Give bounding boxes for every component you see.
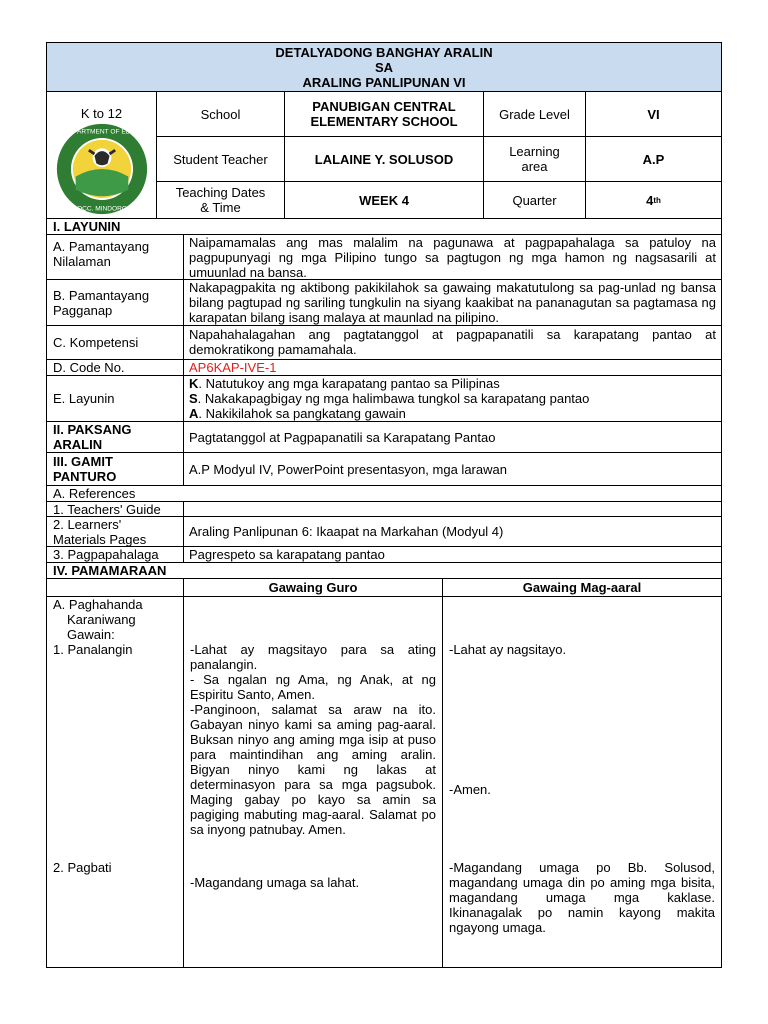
procedure-pagbati: 2. Pagbati bbox=[53, 860, 112, 875]
mag-line-2: -Amen. bbox=[449, 782, 491, 797]
objective-a-letter: A bbox=[189, 406, 199, 421]
objective-k bbox=[189, 376, 716, 391]
objective-s bbox=[189, 391, 716, 406]
mag-line-3: -Magandang umaga po Bb. Solusod, magandang umaga din po aming mga bisita, magandang umaga mga kaklase. Ikinanagalak po namin kayong makita ngayong umaga. bbox=[449, 860, 715, 935]
mag-line-1: -Lahat ay nagsitayo. bbox=[449, 642, 567, 657]
guro-greeting: -Magandang umaga sa lahat. bbox=[190, 875, 360, 890]
nilalaman-text-cell bbox=[183, 234, 722, 280]
quarter-value-cell bbox=[585, 181, 722, 219]
objectives-cell bbox=[183, 375, 722, 422]
k12-label: K to 12 bbox=[80, 105, 123, 121]
guro-line-2: - Sa ngalan ng Ama, ng Anak, at ng Espiritu Santo, Amen. bbox=[190, 672, 436, 702]
procedure-a2: Karaniwang Gawain: bbox=[67, 612, 136, 642]
teacher-value: LALAINE Y. SOLUSOD bbox=[314, 151, 454, 167]
learners-label-cell bbox=[46, 516, 184, 547]
grade-value: VI bbox=[647, 106, 660, 122]
school-value-cell bbox=[284, 91, 484, 137]
objective-a bbox=[189, 406, 716, 421]
pagganap-text: Nakapagpakita ng aktibong pakikilahok sa gawaing makatutulong sa pag-unlad ng bansa bilang pagtupad ng sariling tungkulin na siyang kaakibat na pananagutan sa pagtamasa ng karapatan bilang isang malaya at maunlad na pilipino. bbox=[189, 280, 716, 325]
procedure-a1: A. Paghahanda bbox=[53, 597, 143, 612]
gamit-heading-cell bbox=[46, 452, 184, 486]
column-header-guro-text: Gawaing Guro bbox=[268, 580, 358, 595]
gamit-text-cell bbox=[183, 452, 722, 486]
quarter-suffix: th bbox=[653, 195, 661, 205]
dates-value-cell bbox=[284, 181, 484, 219]
deped-seal-icon bbox=[50, 122, 154, 216]
kompetensi-label: C. Kompetensi bbox=[53, 335, 139, 350]
svg-text:DEPARTMENT OF EDUC: DEPARTMENT OF EDUC bbox=[63, 128, 141, 136]
grade-label-cell bbox=[483, 91, 586, 137]
pagpapahalaga-label-cell bbox=[46, 546, 184, 563]
column-header-mag-text: Gawaing Mag-aaral bbox=[522, 580, 642, 595]
code-label-cell bbox=[46, 359, 184, 376]
dates-label-cell bbox=[156, 181, 285, 219]
code-label: D. Code No. bbox=[53, 360, 125, 375]
objective-a-text: . Nakikilahok sa pangkatang gawain bbox=[198, 406, 406, 421]
code-value: AP6KAP-IVE-1 bbox=[189, 360, 277, 375]
nilalaman-label-cell bbox=[46, 234, 184, 280]
kompetensi-text-cell bbox=[183, 325, 722, 360]
dates-value: WEEK 4 bbox=[359, 192, 409, 208]
header-banner bbox=[46, 42, 722, 92]
quarter-label-cell bbox=[483, 181, 586, 219]
guro-line-1: -Lahat ay magsitayo para sa ating panalangin. bbox=[190, 642, 436, 672]
learners-value: Araling Panlipunan 6: Ikaapat na Markahan (Modyul 4) bbox=[189, 524, 504, 539]
gamit-heading: III. GAMIT PANTURO bbox=[53, 454, 117, 484]
pagpapahalaga-value-cell bbox=[183, 546, 722, 563]
school-label: School bbox=[200, 106, 241, 122]
svg-text:OCC. MINDORO: OCC. MINDORO bbox=[76, 205, 128, 213]
header-title-line2: SA bbox=[374, 59, 394, 75]
pamamaraan-heading bbox=[46, 562, 722, 579]
paksang-heading: II. PAKSANG ARALIN bbox=[53, 422, 132, 452]
quarter-value: 4 bbox=[646, 192, 654, 208]
dates-label: Teaching Dates & Time bbox=[175, 185, 266, 215]
paksang-heading-cell bbox=[46, 421, 184, 453]
guro-line-3: -Panginoon, salamat sa araw na ito. Gabayan ninyo kami sa aming pag-aaral. Buksan ninyo ang aming mga isip at puso para maintindihan ang aming aralin. Bigyan ninyo kami ng lakas at determinasyon para sa mga pagsubok. Maging gabay po kayo sa amin sa pagiging mabuting mag-aaral. Salamat po sa inyong patnubay. Amen. bbox=[190, 702, 436, 837]
objectives-label-cell bbox=[46, 375, 184, 422]
teacher-label: Student Teacher bbox=[173, 151, 268, 167]
objective-s-letter: S bbox=[189, 391, 198, 406]
area-value: A.P bbox=[642, 151, 665, 167]
paksang-text-cell bbox=[183, 421, 722, 453]
header-title-line3: ARALING PANLIPUNAN VI bbox=[302, 74, 466, 90]
procedure-panalangin: 1. Panalangin bbox=[53, 642, 133, 657]
kompetensi-label-cell bbox=[46, 325, 184, 360]
column-header-mag bbox=[442, 578, 722, 597]
procedure-left-cell bbox=[46, 596, 184, 968]
teacher-value-cell bbox=[284, 136, 484, 182]
pamamaraan-heading-text: IV. PAMAMARAAN bbox=[53, 563, 167, 578]
teachers-guide-value-cell bbox=[183, 501, 722, 517]
area-value-cell bbox=[585, 136, 722, 182]
pagganap-label: B. Pamantayang Pagganap bbox=[53, 288, 150, 318]
nilalaman-label: A. Pamantayang Nilalaman bbox=[53, 239, 150, 269]
quarter-label: Quarter bbox=[512, 192, 557, 208]
area-label: Learning area bbox=[509, 144, 560, 174]
teacher-label-cell bbox=[156, 136, 285, 182]
guro-prayer-text bbox=[190, 642, 436, 837]
layunin-heading bbox=[46, 218, 722, 235]
layunin-heading-text: I. LAYUNIN bbox=[53, 219, 121, 234]
pagpapahalaga-label: 3. Pagpapahalaga bbox=[53, 547, 159, 562]
references-row bbox=[46, 485, 722, 502]
column-header-guro bbox=[183, 578, 443, 597]
grade-label: Grade Level bbox=[499, 106, 570, 122]
header-title-line1: DETALYADONG BANGHAY ARALIN bbox=[275, 44, 493, 60]
area-label-cell bbox=[483, 136, 586, 182]
objective-k-text: . Natutukoy ang mga karapatang pantao sa Pilipinas bbox=[198, 376, 500, 391]
gamit-text: A.P Modyul IV, PowerPoint presentasyon, mga larawan bbox=[189, 461, 507, 477]
learners-label: 2. Learners' Materials Pages bbox=[53, 517, 147, 547]
teachers-guide-label: 1. Teachers' Guide bbox=[53, 501, 161, 517]
code-value-cell bbox=[183, 359, 722, 376]
pagpapahalaga-value: Pagrespeto sa karapatang pantao bbox=[189, 547, 385, 562]
objective-s-text: . Nakakapagbigay ng mga halimbawa tungkol sa karapatang pantao bbox=[197, 391, 590, 406]
objective-k-letter: K bbox=[189, 376, 199, 391]
school-label-cell bbox=[156, 91, 285, 137]
nilalaman-text: Naipamamalas ang mas malalim na pagunawa at pagpapahalaga sa patuloy na pagpupunyagi ng mga Pilipino tungo sa pagtugon ng mga hamon ng nagsasarili at umuunlad na bansa. bbox=[189, 235, 716, 280]
column-header-blank bbox=[46, 578, 184, 597]
kompetensi-text: Napahahalagahan ang pagtatanggol at pagpapanatili sa karapatang pantao at demokratikong pamamahala. bbox=[189, 327, 716, 357]
learners-value-cell bbox=[183, 516, 722, 547]
grade-value-cell bbox=[585, 91, 722, 137]
teachers-guide-label-cell bbox=[46, 501, 184, 517]
pagganap-text-cell bbox=[183, 279, 722, 326]
objectives-label: E. Layunin bbox=[53, 391, 115, 406]
procedure-mag-cell bbox=[442, 596, 722, 968]
lesson-plan-table bbox=[46, 42, 722, 968]
school-value: PANUBIGAN CENTRAL ELEMENTARY SCHOOL bbox=[310, 99, 458, 129]
paksang-text: Pagtatanggol at Pagpapanatili sa Karapatang Pantao bbox=[189, 429, 496, 445]
references-label: A. References bbox=[53, 486, 136, 501]
k12-logo-cell bbox=[46, 91, 157, 219]
procedure-guro-cell bbox=[183, 596, 443, 968]
pagganap-label-cell bbox=[46, 279, 184, 326]
